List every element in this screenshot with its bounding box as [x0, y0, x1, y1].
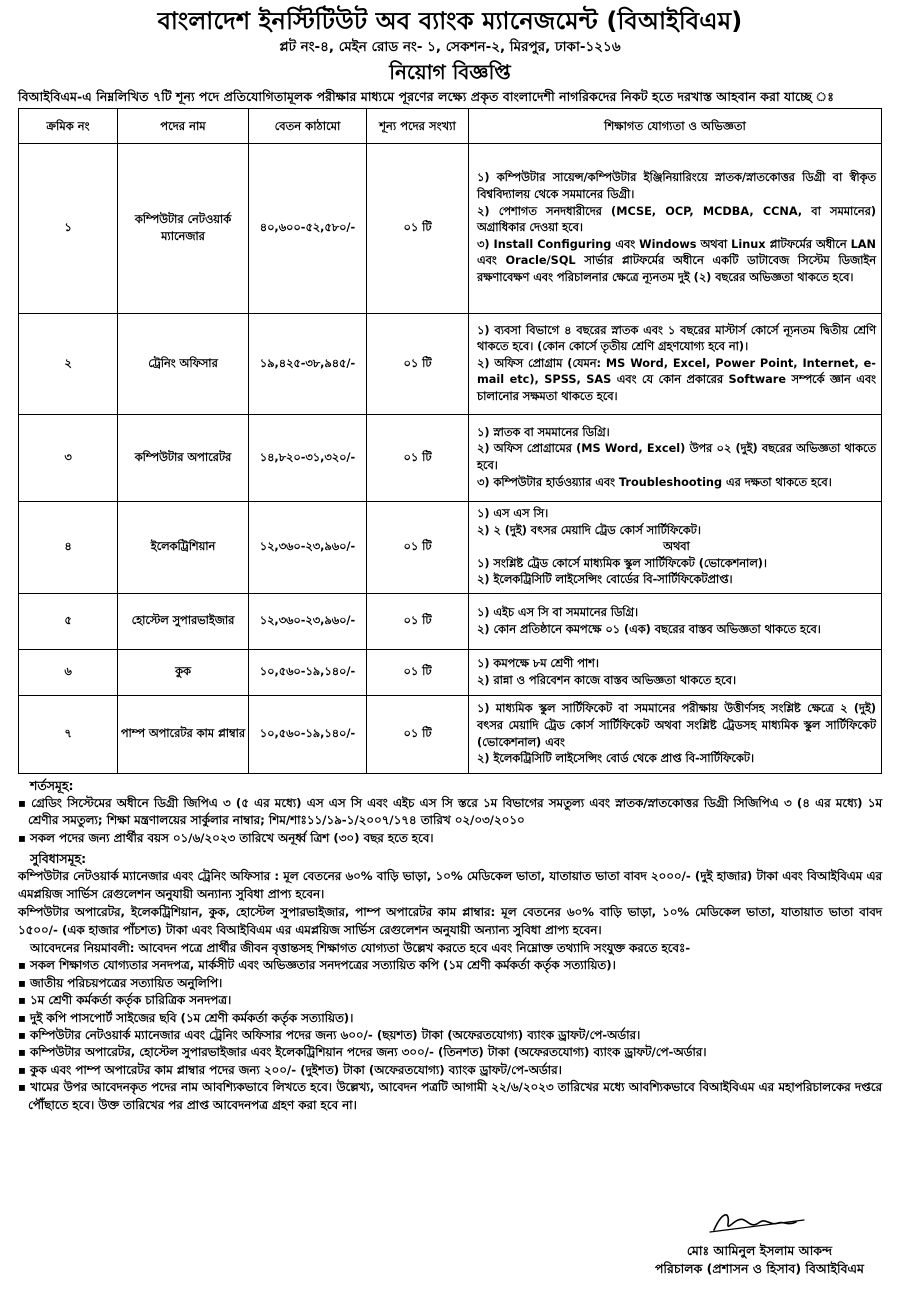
- cell-vacancy: ০১ টি: [367, 144, 469, 314]
- application-item: ▪ কম্পিউটার নেটওয়ার্ক ম্যানেজার এবং ট্রেনিং অফিসার পদের জন্য ৬০০/- (ছয়শত) টাকা (অফেরতযোগ্য) ব্যাংক ড্রাফট/পে-অর্ডার।: [18, 1027, 882, 1044]
- application-item: ▪ দুই কপি পাসপোর্ট সাইজের ছবি (১ম শ্রেণী কর্মকর্তা কর্তৃক সত্যায়িত)।: [18, 1010, 882, 1027]
- table-row: [19, 314, 882, 415]
- intro-text: বিআইবিএম-এ নিম্নলিখিত ৭টি শূন্য পদে প্রতিযোগিতামূলক পরীক্ষার মাধ্যমে পূরণের লক্ষ্যে প্রকৃত বাংলাদেশী নাগরিকদের নিকট হতে দরখাস্ত আহবান করা যাচ্ছে ঃ: [18, 89, 834, 104]
- cell-vacancy: ০১ টি: [367, 502, 469, 594]
- cell-serial: ২: [19, 314, 118, 415]
- cell-serial: ৩: [19, 415, 118, 502]
- condition-item: ▪ গ্রেডিং সিস্টেমের অধীনে ডিগ্রী জিপিএ ৩ (৫ এর মধ্যে) এস এস সি এবং এইচ এস সি স্তরে ১ম বিভাগের সমতুল্য এবং স্নাতক/স্নাতকোত্তর ডিগ্রী সিজিপিএ ৩ (৪ এর মধ্যে) ১ম শ্রেণীর সমতুল্য; শিক্ষা মন্ত্রণালয়ের সার্কুলার নাম্বার; শিম/শাঃ১১/১৯-১/২০০৭/১৭৪ তারিখ ০২/০৩/২০১০: [18, 795, 882, 830]
- conditions-heading: শর্তসমূহ:: [30, 778, 74, 793]
- signatory-name: মোঃ আমিনুল ইসলাম আকন্দ: [686, 1243, 833, 1258]
- qualification-line: ২) অফিস প্রোগ্রাম (যেমন: MS Word, Excel, Power Point, Internet, e-mail etc), SPSS, SAS এবং যে কোন প্রকারের Software সম্পর্কে জ্ঞান এবং চালানোর সক্ষমতা থাকতে হবে।: [477, 356, 876, 403]
- cell-salary: ১০,৫৬০-১৯,১৪০/-: [249, 650, 367, 696]
- application-item: ▪ ১ম শ্রেণী কর্মকর্তা কর্তৃক চারিত্রিক সনদপত্র।: [18, 992, 882, 1009]
- qualification-line: ২) পেশাগত সনদধারীদের (MCSE, OCP, MCDBA, CCNA, বা সমমানের) অগ্রাধিকার দেওয়া হবে।: [477, 204, 876, 235]
- cell-qualification: [469, 696, 882, 774]
- cell-vacancy: ০১ টি: [367, 696, 469, 774]
- cell-serial: ৭: [19, 696, 118, 774]
- header-serial: ক্রমিক নং: [19, 109, 118, 144]
- condition-item: ▪ সকল পদের জন্য প্রার্থীর বয়স ০১/৬/২০২৩ তারিখে অনূর্ধ্ব ত্রিশ (৩০) বছর হতে হবে।: [18, 830, 882, 847]
- table-row: [19, 594, 882, 650]
- header-vacancy: শূন্য পদের সংখ্যা: [367, 109, 469, 144]
- cell-qualification: [469, 502, 882, 594]
- table-row: [19, 144, 882, 314]
- application-item: ▪ জাতীয় পরিচয়পত্রের সত্যায়িত অনুলিপি।: [18, 975, 882, 992]
- qualification-line: ১) ব্যবসা বিভাগে ৪ বছরের স্নাতক এবং ১ বছরের মাস্টার্স কোর্সে ন্যূনতম দ্বিতীয় শ্রেণি থাকতে হবে। (কোন কোর্সে তৃতীয় শ্রেণি গ্রহণযোগ্য হবে না)।: [477, 323, 876, 354]
- qualification-line: ২) ইলেকট্রিসিটি লাইসেন্সিং বোর্ডের বি-সার্টিফিকেটপ্রাপ্ত।: [477, 573, 733, 587]
- cell-qualification: [469, 415, 882, 502]
- qualification-line: ১) স্নাতক বা সমমানের ডিগ্রি।: [477, 425, 610, 439]
- cell-salary: ১৪,৮২০-৩১,৩২০/-: [249, 415, 367, 502]
- cell-post: কম্পিউটার নেটওয়ার্ক ম্যানেজার: [118, 144, 249, 314]
- header-salary: বেতন কাঠামো: [249, 109, 367, 144]
- cell-qualification: [469, 144, 882, 314]
- cell-post: কম্পিউটার অপারেটর: [118, 415, 249, 502]
- notice-title: নিয়োগ বিজ্ঞপ্তি: [389, 60, 511, 84]
- qualification-line: ১) মাধ্যমিক স্কুল সার্টিফিকেট বা সমমানের পরীক্ষায় উত্তীর্ণসহ সংশ্লিষ্ট ক্ষেত্রে ২ (দুই) বৎসর মেয়াদি ট্রেড কোর্স সার্টিফিকেট অথবা সংশ্লিষ্ট ট্রেডসহ মাধ্যমিক স্কুল সার্টিফিকেট (ভোকেশনাল) এবং: [477, 702, 876, 749]
- cell-salary: ১৯,৪২৫-৩৮,৯৪৫/-: [249, 314, 367, 415]
- application-item: ▪ খামের উপর আবেদনকৃত পদের নাম আবশ্যিকভাবে লিখতে হবে। উল্লেখ্য, আবেদন পত্রটি আগামী ২২/৬/২০২৩ তারিখের মধ্যে আবশ্যিকভাবে বিআইবিএম এর মহাপরিচালকের দপ্তরে পৌঁছাতে হবে। উক্ত তারিখের পর প্রাপ্ত আবেদনপত্র গ্রহণ করা হবে না।: [18, 1079, 882, 1114]
- qualification-line: ২) অফিস প্রোগ্রামের (MS Word, Excel) উপর ০২ (দুই) বছরের অভিজ্ঞতা থাকতে হবে।: [477, 442, 876, 472]
- table-row: [19, 650, 882, 696]
- cell-salary: ৪০,৬০০-৫২,৫৮০/-: [249, 144, 367, 314]
- institute-address: প্লট নং-৪, মেইন রোড নং- ১, সেকশন-২, মিরপুর, ঢাকা-১২১৬: [279, 39, 621, 55]
- application-lead: আবেদন পত্রে প্রার্থীর জীবন বৃত্তান্তসহ শিক্ষাগত যোগ্যতা উল্লেখ করতে হবে এবং নিম্নোক্ত তথ্যাদি সংযুক্ত করতে হবেঃ-: [138, 941, 691, 956]
- cell-post: ট্রেনিং অফিসার: [118, 314, 249, 415]
- cell-post: ইলেকট্রিশিয়ান: [118, 502, 249, 594]
- cell-vacancy: ০১ টি: [367, 650, 469, 696]
- benefit-paragraph: কম্পিউটার নেটওয়ার্ক ম্যানেজার এবং ট্রেনিং অফিসার : মূল বেতনের ৬০% বাড়ি ভাড়া, ১০% মেডিকেল ভাতা, যাতায়াত ভাতা বাবদ ২০০০/- (দুই হাজার) টাকা এবং বিআইবিএম এর এমপ্লয়িজ সার্ভিস রেগুলেশন অনুযায়ী অন্যান্য সুবিধা প্রাপ্য হবেন।: [18, 869, 882, 902]
- cell-salary: ১২,৩৬০-২৩,৯৬০/-: [249, 502, 367, 594]
- cell-post: কুক: [118, 650, 249, 696]
- cell-serial: ৬: [19, 650, 118, 696]
- cell-post: পাম্প অপারেটর কাম প্লাম্বার: [118, 696, 249, 774]
- cell-vacancy: ০১ টি: [367, 314, 469, 415]
- application-item: ▪ কুক এবং পাম্প অপারেটর কাম প্লাম্বার পদের জন্য ২০০/- (দুইশত) টাকা (অফেরতযোগ্য) ব্যাংক ড্রাফট/পে-অর্ডার।: [18, 1062, 882, 1079]
- cell-qualification: [469, 650, 882, 696]
- cell-salary: ১২,৩৬০-২৩,৯৬০/-: [249, 594, 367, 650]
- qualification-line: ১) কম্পিউটার সায়েন্স/কম্পিউটার ইঞ্জিনিয়ারিংয়ে স্নাতক/স্নাতকোত্তর ডিগ্রী বা স্বীকৃত বিশ্ববিদ্যালয় থেকে সমমানের ডিগ্রী।: [477, 171, 876, 202]
- cell-vacancy: ০১ টি: [367, 415, 469, 502]
- qualification-line: ২) কোন প্রতিষ্ঠানে কমপক্ষে ০১ (এক) বছরের বাস্তব অভিজ্ঞতা থাকতে হবে।: [477, 622, 821, 636]
- signatory-designation: পরিচালক (প্রশাসন ও হিসাব) বিআইবিএম: [654, 1261, 864, 1276]
- table-row: [19, 502, 882, 594]
- cell-post: হোস্টেল সুপারভাইজার: [118, 594, 249, 650]
- application-item: ▪ সকল শিক্ষাগত যোগ্যতার সনদপত্র, মার্কসীট এবং অভিজ্ঞতার সনদপত্রের সত্যায়িত কপি (১ম শ্রেণী কর্মকর্তা কর্তৃক সত্যায়িত)।: [18, 957, 882, 974]
- table-row: [19, 415, 882, 502]
- qualification-line: ১) সংশ্লিষ্ট ট্রেড কোর্সে মাধ্যমিক স্কুল সার্টিফিকেট (ভোকেশনাল)।: [477, 556, 767, 570]
- table-row: [19, 696, 882, 774]
- cell-vacancy: ০১ টি: [367, 594, 469, 650]
- cell-qualification: [469, 594, 882, 650]
- header-post: পদের নাম: [118, 109, 249, 144]
- cell-serial: ৫: [19, 594, 118, 650]
- cell-serial: ৪: [19, 502, 118, 594]
- signature-block: [655, 1206, 864, 1278]
- header-qualification: শিক্ষাগত যোগ্যতা ও অভিজ্ঞতা: [469, 109, 882, 144]
- application-item: ▪ কম্পিউটার অপারেটর, হোস্টেল সুপারভাইজার এবং ইলেকট্রিশিয়ান পদের জন্য ৩০০/- (তিনশত) টাকা (অফেরতযোগ্য) ব্যাংক ড্রাফট/পে-অর্ডার।: [18, 1044, 882, 1061]
- qualification-line: ১) এইচ এস সি বা সমমানের ডিগ্রি।: [477, 605, 639, 619]
- application-rules: [18, 939, 882, 957]
- qualification-line: ১) এস এস সি।: [477, 507, 549, 521]
- qualification-line: ২) ২ (দুই) বৎসর মেয়াদি ট্রেড কোর্স সার্টিফিকেট।: [477, 523, 701, 537]
- institute-title: বাংলাদেশ ইনস্টিটিউট অব ব্যাংক ম্যানেজমেন্ট (বিআইবিএম): [157, 7, 743, 35]
- benefit-paragraph: কম্পিউটার অপারেটর, ইলেকট্রিশিয়ান, কুক, হোস্টেল সুপারভাইজার, পাম্প অপারেটর কাম প্লাম্বার: মূল বেতনের ৬০% বাড়ি ভাড়া, ১০% মেডিকেল ভাতা, যাতায়াত ভাতা বাবদ ১৫০০/- (এক হাজার পাঁচশত) টাকা এবং বিআইবিএম এর এমপ্লয়িজ সার্ভিস রেগুলেশন অনুযায়ী অন্যান্য সুবিধা প্রাপ্য হবেন।: [18, 904, 882, 937]
- qualification-line: ৩) কম্পিউটার হার্ডওয়্যার এবং Troubleshooting এর দক্ষতা থাকতে হবে।: [477, 475, 832, 489]
- qualification-line: ২) রান্না ও পরিবেশন কাজে বাস্তব অভিজ্ঞতা থাকতে হবে।: [477, 673, 736, 687]
- posts-table: [18, 108, 882, 774]
- qualification-line: ২) ইলেকট্রিসিটি লাইসেন্সিং বোর্ড থেকে প্রাপ্ত বি-সার্টিফিকেট।: [477, 752, 754, 766]
- cell-salary: ১০,৫৬০-১৯,১৪০/-: [249, 696, 367, 774]
- cell-serial: ১: [19, 144, 118, 314]
- qualification-or: অথবা: [663, 540, 690, 554]
- table-header-row: [19, 109, 882, 144]
- cell-qualification: [469, 314, 882, 415]
- qualification-line: ১) কমপক্ষে ৮ম শ্রেণী পাশ।: [477, 656, 599, 670]
- application-heading: আবেদনের নিয়মাবলী:: [30, 941, 135, 956]
- benefits-heading: সুবিধাসমূহ:: [30, 851, 87, 867]
- signature-mark: [684, 1206, 834, 1238]
- qualification-line: ৩) Install Configuring এবং Windows অথবা Linux প্লাটফর্মের অধীনে LAN এবং Oracle/SQL সার্ভার প্লাটফর্মের অধীনে একটি ডাটাবেজ সিস্টেম ডিজাইন রক্ষণাবেক্ষণ এবং পরিচালনার ক্ষেত্রে ন্যূনতম দুই (২) বছরের অভিজ্ঞতা থাকতে হবে।: [477, 237, 876, 284]
